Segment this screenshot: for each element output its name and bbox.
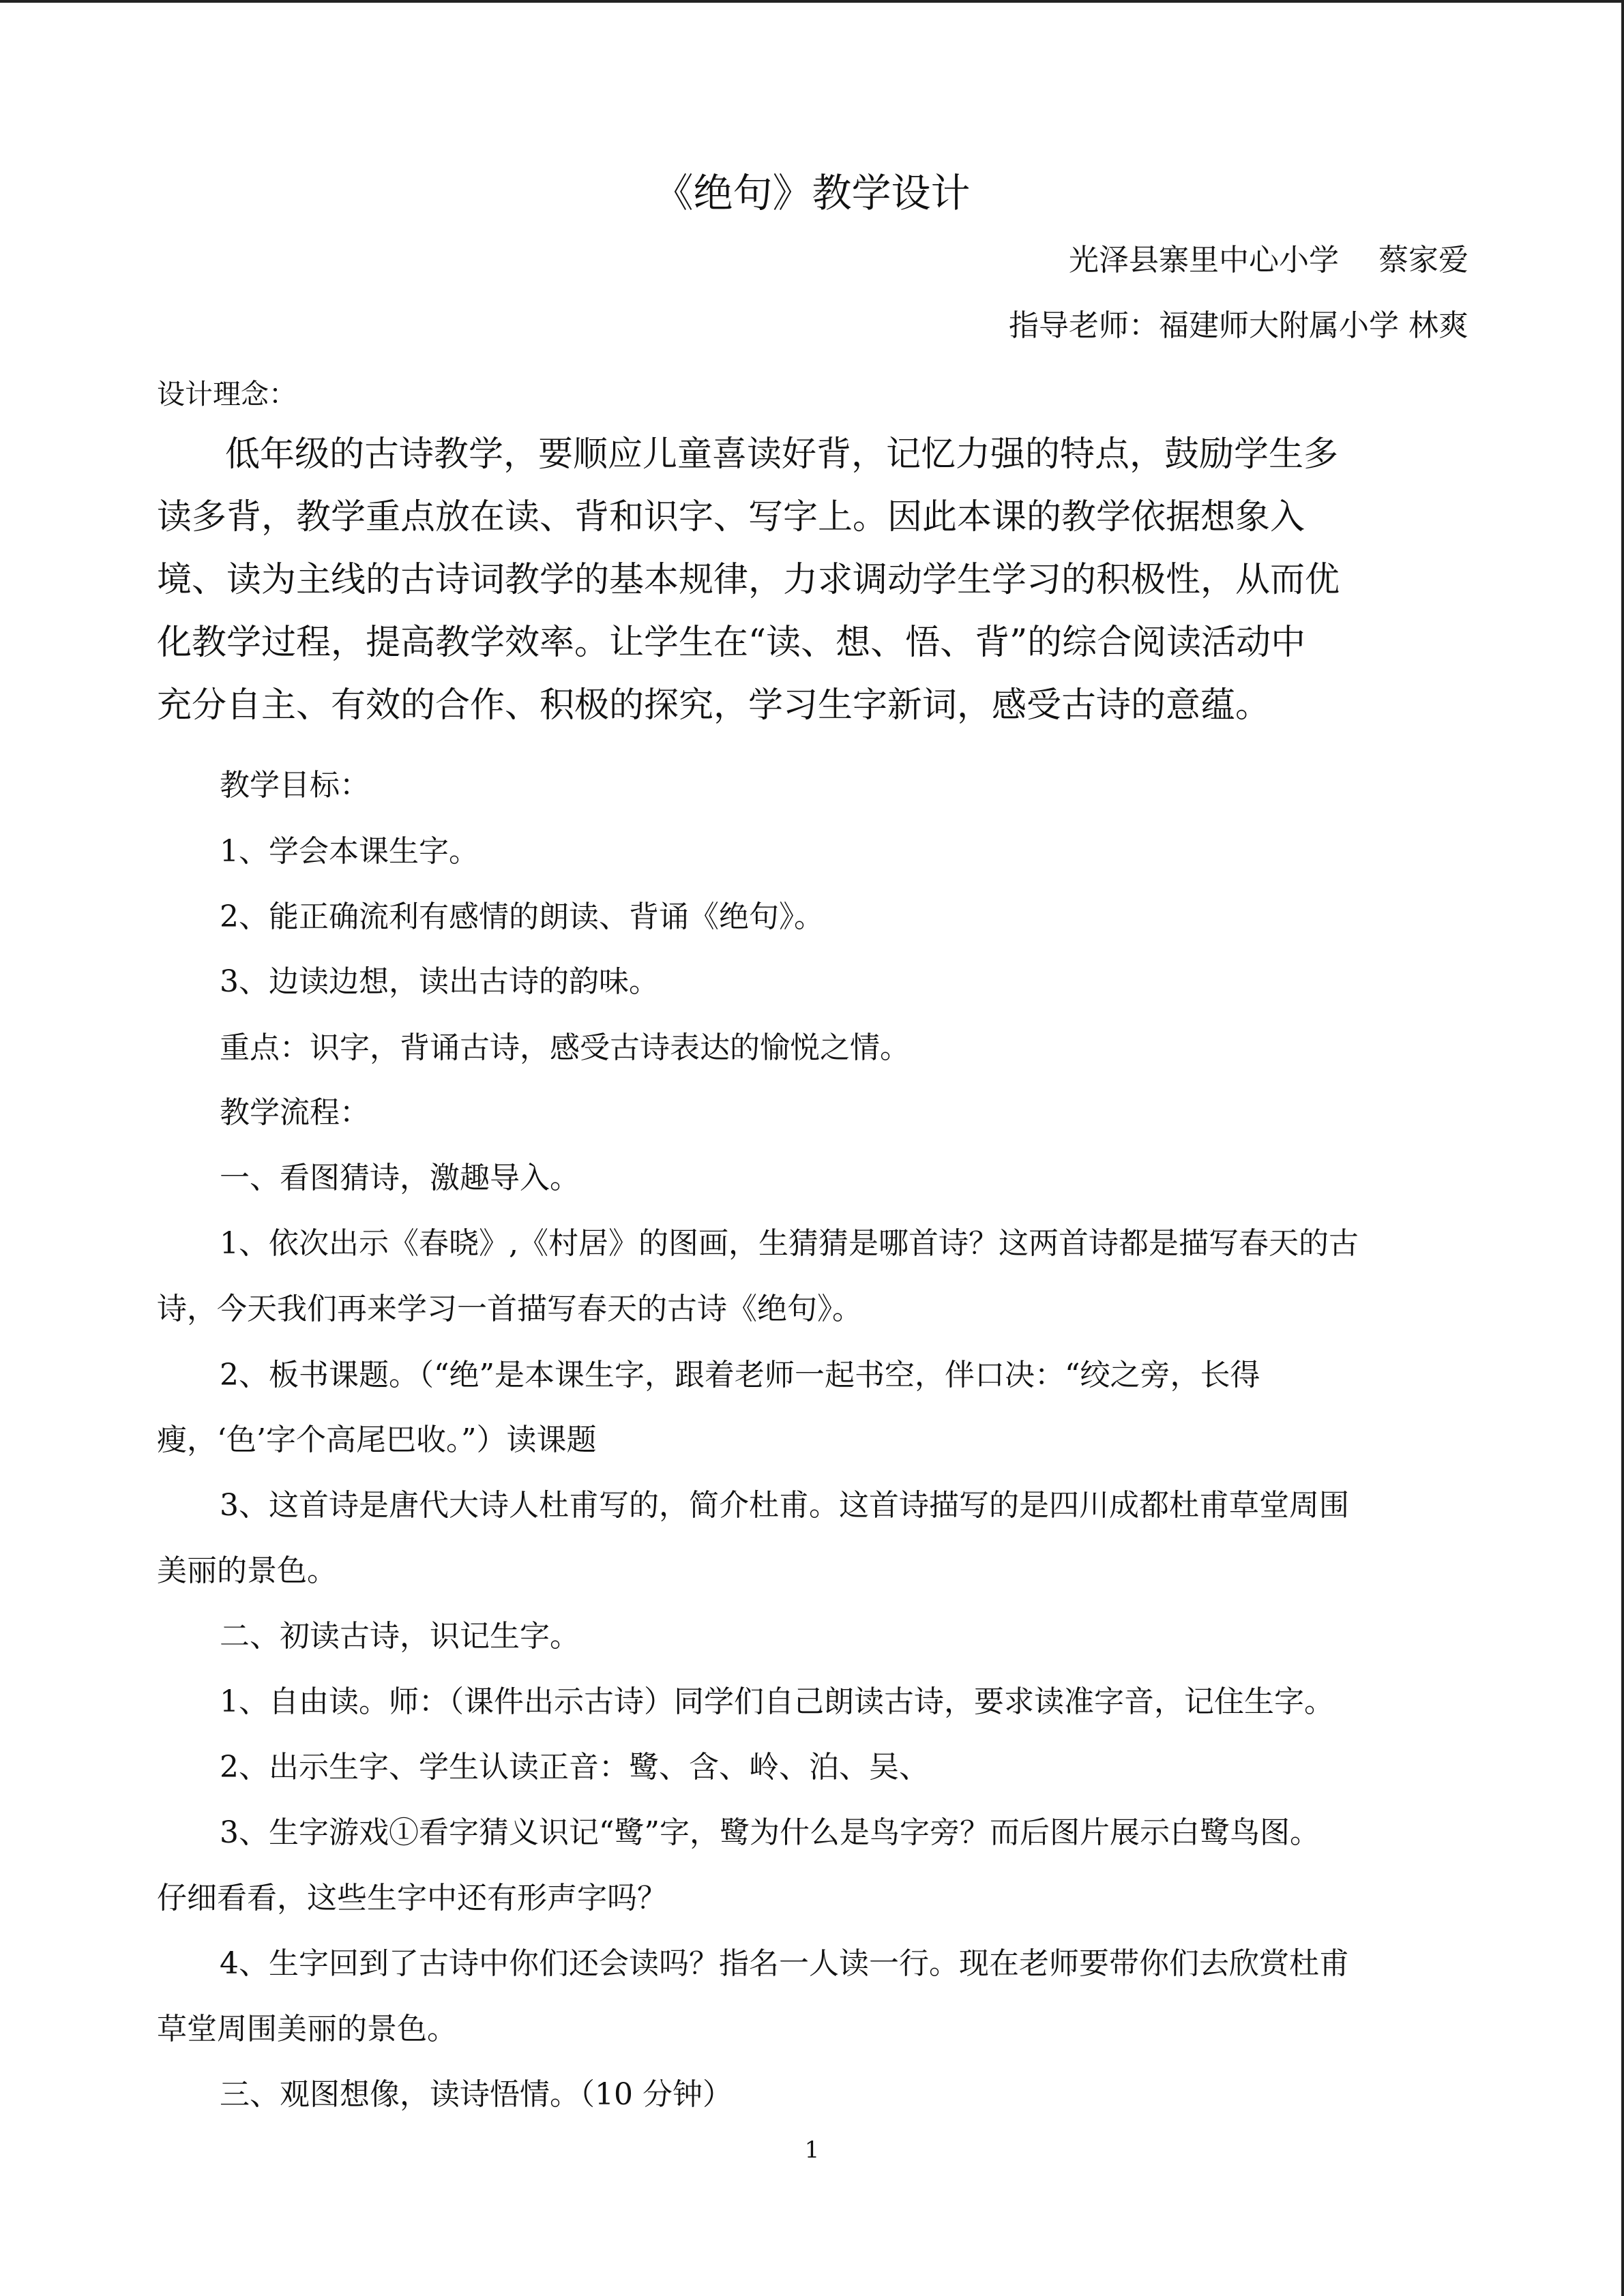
section2-item2: 2、出示生字、学生认读正音：鹭、含、岭、泊、吴、 bbox=[220, 1750, 929, 1785]
section1-item2-line1: 2、板书课题。（“绝”是本课生字，跟着老师一起书空，伴口决：“绞之旁，长得 bbox=[220, 1358, 1260, 1392]
design-concept-paragraph bbox=[157, 423, 1477, 750]
concept-line: 低年级的古诗教学，要顺应儿童喜读好背，记忆力强的特点，鼓励学生多 bbox=[225, 434, 1339, 475]
goal-item-1: 1、学会本课生字。 bbox=[220, 834, 479, 869]
section2-item3-line2: 仔细看看，这些生字中还有形声字吗？ bbox=[157, 1881, 667, 1915]
author-line: 光泽县寨里中心小学 蔡家爱 bbox=[1069, 243, 1468, 278]
section1-item3-line2: 美丽的景色。 bbox=[157, 1553, 337, 1588]
page-number: 1 bbox=[804, 2136, 820, 2164]
section1-item1-line2: 诗，今天我们再来学习一首描写春天的古诗《绝句》。 bbox=[157, 1292, 862, 1326]
section-heading-3: 三、观图想像，读诗悟情。（10 分钟） bbox=[220, 2077, 733, 2112]
concept-line: 境、读为主线的古诗词教学的基本规律，力求调动学生学习的积极性，从而优 bbox=[157, 560, 1340, 600]
document-title: 《绝句》教学设计 bbox=[653, 170, 971, 216]
concept-line: 化教学过程，提高教学效率。让学生在“读、想、悟、背”的综合阅读活动中 bbox=[157, 623, 1306, 663]
section-heading-2: 二、初读古诗，识记生字。 bbox=[220, 1619, 580, 1654]
concept-line: 读多背，教学重点放在读、背和识字、写字上。因此本课的教学依据想象入 bbox=[157, 497, 1305, 537]
section1-item1-line1: 1、依次出示《春晓》,《村居》的图画，生猜猜是哪首诗？这两首诗都是描写春天的古 bbox=[220, 1226, 1359, 1261]
section1-item3-line1: 3、这首诗是唐代大诗人杜甫写的，简介杜甫。这首诗描写的是四川成都杜甫草堂周围 bbox=[220, 1488, 1349, 1523]
concept-line: 充分自主、有效的合作、积极的探究，学习生字新词，感受古诗的意蕴。 bbox=[157, 685, 1271, 726]
goal-item-2: 2、能正确流利有感情的朗读、背诵《绝句》。 bbox=[220, 899, 824, 934]
teaching-goals-heading: 教学目标： bbox=[220, 768, 370, 803]
section2-item3-line1: 3、生字游戏①看字猜义识记“鹭”字，鹭为什么是鸟字旁？而后图片展示白鹭鸟图。 bbox=[220, 1815, 1320, 1850]
section2-item1: 1、自由读。师：（课件出示古诗）同学们自己朗读古诗，要求读准字音，记住生字。 bbox=[220, 1684, 1334, 1719]
design-concept-label: 设计理念： bbox=[157, 378, 297, 411]
section1-item2-line2: 瘦，‘色’字个高尾巴收。”）读课题 bbox=[157, 1422, 597, 1457]
goal-item-3: 3、边读边想，读出古诗的韵味。 bbox=[220, 964, 659, 999]
section2-item4-line1: 4、生字回到了古诗中你们还会读吗？指名一人读一行。现在老师要带你们去欣赏杜甫 bbox=[220, 1946, 1349, 1981]
section2-item4-line2: 草堂周围美丽的景色。 bbox=[157, 2012, 457, 2046]
section-heading-1: 一、看图猜诗，激趣导入。 bbox=[220, 1161, 580, 1195]
key-points: 重点：识字，背诵古诗，感受古诗表达的愉悦之情。 bbox=[220, 1030, 910, 1065]
teaching-process-heading: 教学流程： bbox=[220, 1095, 370, 1130]
advisor-line: 指导老师：福建师大附属小学 林爽 bbox=[1009, 308, 1468, 343]
